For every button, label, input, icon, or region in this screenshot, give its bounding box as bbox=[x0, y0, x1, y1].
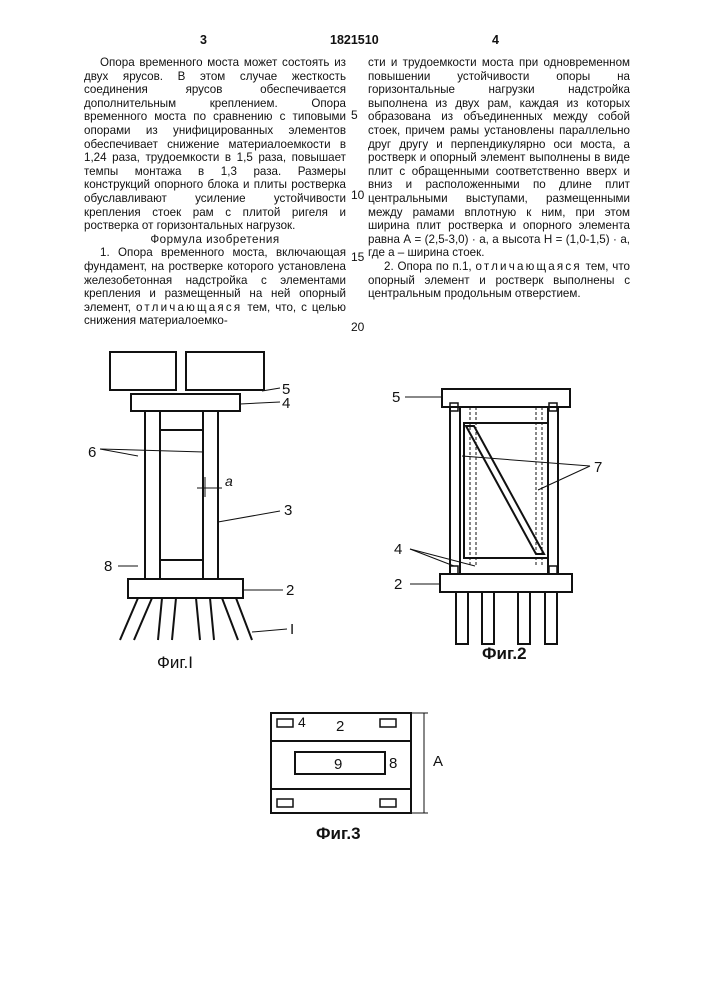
fig2-support-plate bbox=[442, 389, 570, 407]
patent-number: 1821510 bbox=[330, 33, 379, 47]
fig2-grillage bbox=[440, 574, 572, 592]
fig3-label-8: 8 bbox=[389, 755, 398, 772]
line-number-15: 15 bbox=[351, 250, 365, 264]
fig3-label-2: 2 bbox=[336, 718, 345, 735]
fig1-label-8: 8 bbox=[104, 558, 113, 575]
fig1-grillage bbox=[128, 579, 243, 598]
fig1-beam-left bbox=[110, 352, 176, 390]
fig1-support-plate bbox=[131, 394, 240, 411]
fig1-label-4: 4 bbox=[282, 395, 291, 412]
fig2-diagonal-brace bbox=[466, 426, 544, 554]
page-number-right: 4 bbox=[492, 33, 499, 47]
fig2-post-left bbox=[450, 407, 460, 574]
fig1-post-left bbox=[145, 411, 160, 579]
fig3-label-4: 4 bbox=[298, 714, 306, 730]
fig2-label-5: 5 bbox=[392, 389, 401, 406]
fig1-label-3: 3 bbox=[284, 502, 293, 519]
page-number-left: 3 bbox=[200, 33, 207, 47]
fig3-label-9: 9 bbox=[334, 756, 343, 773]
claim-2-text: 2. Опора по п.1, bbox=[384, 259, 472, 273]
claim-1-text-end: тем, что, с целью снижения материалоемко- bbox=[84, 300, 346, 328]
fig1-label-6: 6 bbox=[88, 444, 97, 461]
claim-1-continued: сти и трудоемкости моста при одновременном повышении устойчивости опоры на горизонтальные нагрузки надстройка выполнена из двух рам, каждая из которых образована из объединенных между собой стоек, причем рамы установлены параллельно друг другу и перпендикулярно оси моста, а ростверк и опорный элемент выполнены в виде плит с обращенными соответственно вверх и вниз и расположенными по длине плит центральными выступами, размещенными между рамами вплотную к ним, при этом ширина плит ростверка и опорного элемента равна А = (2,5-3,0) · а, а высота Н = (1,0-1,5) · а, где а – ширина стоек. bbox=[368, 56, 630, 260]
claim-1-keyword: отличающаяся bbox=[135, 300, 243, 314]
fig1-label-2: 2 bbox=[286, 582, 295, 599]
line-number-5: 5 bbox=[351, 108, 358, 122]
fig2-drawing bbox=[405, 389, 590, 644]
fig1-drawing bbox=[100, 352, 287, 640]
fig1-caption: Фиг.I bbox=[157, 653, 193, 672]
fig3-label-A: A bbox=[433, 753, 444, 770]
claim-2-keyword: отличающаяся bbox=[475, 259, 582, 273]
fig1-beam-right bbox=[186, 352, 264, 390]
fig1-label-I: I bbox=[290, 621, 295, 638]
fig1-label-5: 5 bbox=[282, 381, 291, 398]
line-number-20: 20 bbox=[351, 320, 365, 334]
fig2-label-7: 7 bbox=[594, 459, 603, 476]
fig2-caption: Фиг.2 bbox=[482, 644, 527, 663]
line-number-10: 10 bbox=[351, 188, 365, 202]
fig2-post-right bbox=[548, 407, 558, 574]
claim-2-text-end: тем, что опорный элемент и ростверк выполнены с центральным продольным отверстием. bbox=[368, 259, 630, 301]
fig3-drawing bbox=[271, 713, 428, 813]
fig1-label-a: a bbox=[225, 473, 233, 489]
claim-1-text: 1. Опора временного моста, включающая фундамент, на ростверке которого установлена железобетонная надстройка с элементами крепления и размещенный на ней опорный элемент, bbox=[84, 246, 346, 314]
fig2-label-4: 4 bbox=[394, 541, 403, 558]
fig2-label-2: 2 bbox=[394, 576, 403, 593]
description-paragraph: Опора временного моста может состоять из двух ярусов. В этом случае жесткость соединения ярусов обеспечивается дополнительным креплением. Опора временного моста по сравнению с типовыми опорами из унифицированных элементов обеспечивает снижение материалоемкости в 1,24 раза, трудоемкости в 1,5 раза, повышает темпы монтажа в 1,3 раза. Размеры конструкций опорного блока и плиты ростверка обуславливают усиление устойчивости крепления стоек рам с плитой ригеля и ростверка от горизонтальных нагрузок. bbox=[84, 56, 346, 233]
formula-heading: Формула изобретения bbox=[150, 232, 280, 246]
fig3-caption: Фиг.3 bbox=[316, 824, 361, 843]
